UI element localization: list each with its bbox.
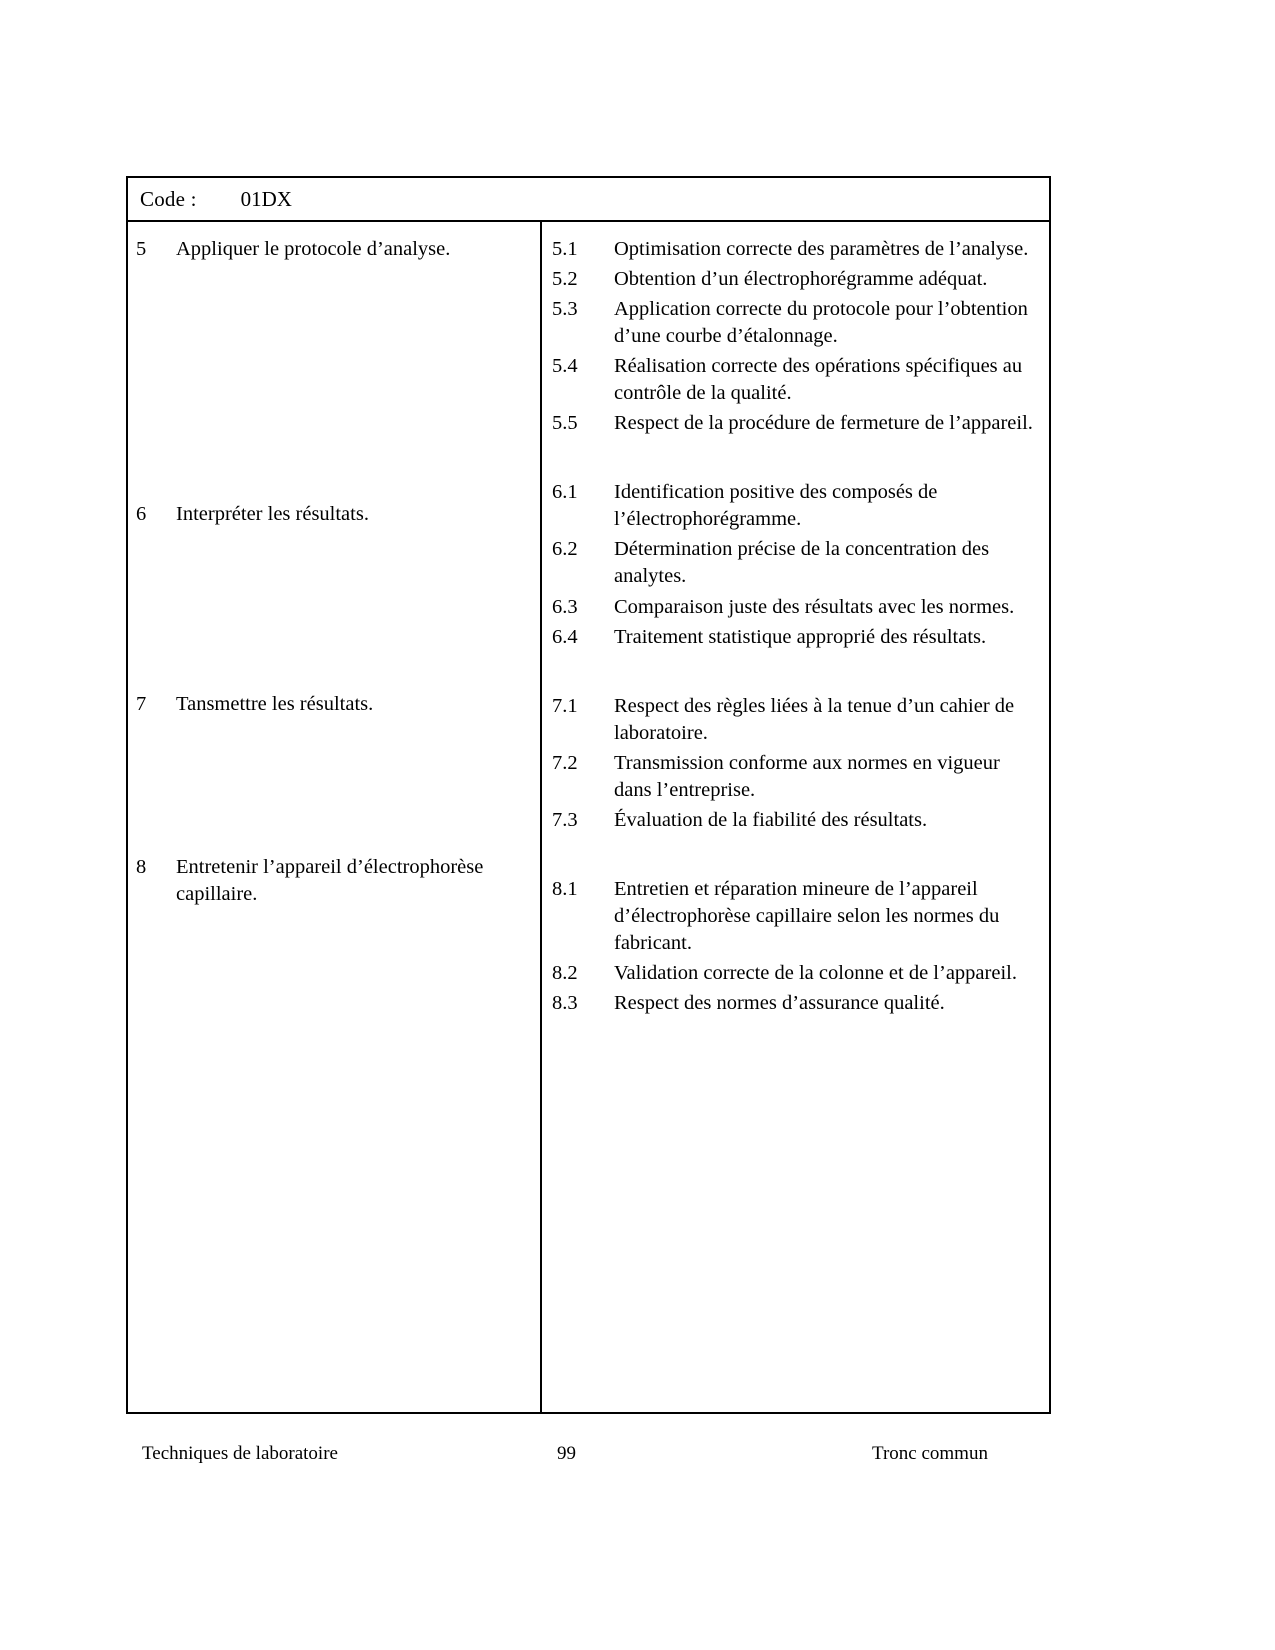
- tasks-column: [128, 222, 542, 1412]
- criterion-number: 6.4: [552, 625, 578, 648]
- footer-page-number: 99: [557, 1443, 576, 1464]
- criterion-text: Respect des normes d’assurance qualité.: [614, 992, 945, 1015]
- criterion-text: Identification positive des composés de l’électrophorégramme.: [614, 481, 938, 531]
- criterion-text: Entretien et réparation mineure de l’appareil d’électrophorèse capillaire selon les normes du fabricant.: [614, 877, 1000, 954]
- task-row: [136, 236, 530, 263]
- criterion-text: Transmission conforme aux normes en vigueur dans l’entreprise.: [614, 751, 1000, 801]
- code-row: [128, 178, 1049, 222]
- criterion-number: 8.3: [552, 992, 578, 1015]
- task-row: [136, 691, 530, 718]
- criterion-row: [552, 536, 1039, 590]
- criterion-row: [552, 693, 1039, 747]
- criteria-group: [552, 876, 1039, 1017]
- criteria-group: [552, 693, 1039, 834]
- task-number: 7: [136, 693, 147, 716]
- code-label: Code :: [140, 186, 197, 211]
- criterion-number: 8.1: [552, 877, 578, 900]
- task-row: [136, 854, 530, 908]
- criterion-number: 7.3: [552, 808, 578, 831]
- criterion-number: 6.2: [552, 538, 578, 561]
- criteria-group: [552, 479, 1039, 650]
- criteria-group: [552, 236, 1039, 437]
- criterion-text: Respect de la procédure de fermeture de l’appareil.: [614, 412, 1033, 435]
- criterion-text: Obtention d’un électrophorégramme adéquat.: [614, 268, 988, 291]
- criterion-number: 8.2: [552, 961, 578, 984]
- criterion-text: Détermination précise de la concentration des analytes.: [614, 538, 990, 588]
- criterion-number: 5.3: [552, 298, 578, 321]
- criterion-text: Évaluation de la fiabilité des résultats.: [614, 808, 928, 831]
- task-spacer: [136, 570, 530, 691]
- criterion-number: 6.3: [552, 595, 578, 618]
- task-number: 5: [136, 238, 147, 260]
- code-value: 01DX: [240, 186, 292, 211]
- task-spacer: [136, 305, 530, 501]
- criterion-row: [552, 960, 1039, 987]
- criterion-text: Application correcte du protocole pour l’obtention d’une courbe d’étalonnage.: [614, 298, 1028, 348]
- criterion-number: 5.5: [552, 412, 578, 435]
- criterion-text: Optimisation correcte des paramètres de l’analyse.: [614, 238, 1029, 260]
- criterion-row: [552, 410, 1039, 437]
- criterion-row: [552, 353, 1039, 407]
- task-number: 8: [136, 856, 147, 879]
- criterion-number: 5.4: [552, 355, 578, 378]
- task-text: Entretenir l’appareil d’électrophorèse capillaire.: [176, 856, 484, 906]
- criterion-text: Validation correcte de la colonne et de l’appareil.: [614, 961, 1017, 984]
- task-row: [136, 501, 530, 528]
- task-text: Tansmettre les résultats.: [176, 693, 374, 716]
- criterion-text: Comparaison juste des résultats avec les normes.: [614, 595, 1015, 618]
- task-text: Appliquer le protocole d’analyse.: [176, 238, 451, 260]
- task-number: 6: [136, 503, 147, 526]
- criterion-row: [552, 807, 1039, 834]
- table-body-row: [128, 222, 1049, 1412]
- criterion-number: 7.1: [552, 694, 578, 717]
- criterion-row: [552, 750, 1039, 804]
- footer-section: Tronc commun: [872, 1443, 988, 1464]
- criterion-number: 5.1: [552, 238, 578, 260]
- criterion-row: [552, 266, 1039, 293]
- criterion-number: 7.2: [552, 751, 578, 774]
- criterion-row: [552, 296, 1039, 350]
- criterion-number: 5.2: [552, 268, 578, 291]
- criterion-row: [552, 876, 1039, 957]
- competency-table: [126, 176, 1051, 1414]
- criterion-number: 6.1: [552, 481, 578, 504]
- criterion-row: [552, 624, 1039, 651]
- footer-program: Techniques de laboratoire: [142, 1443, 338, 1464]
- criterion-row: [552, 990, 1039, 1017]
- task-spacer: [136, 760, 530, 854]
- criterion-row: [552, 236, 1039, 263]
- criterion-text: Respect des règles liées à la tenue d’un cahier de laboratoire.: [614, 694, 1015, 744]
- task-text: Interpréter les résultats.: [176, 503, 369, 526]
- criteria-column: [542, 222, 1049, 1412]
- criterion-text: Traitement statistique approprié des résultats.: [614, 625, 987, 648]
- criterion-row: [552, 479, 1039, 533]
- criterion-row: [552, 594, 1039, 621]
- criterion-text: Réalisation correcte des opérations spécifiques au contrôle de la qualité.: [614, 355, 1023, 405]
